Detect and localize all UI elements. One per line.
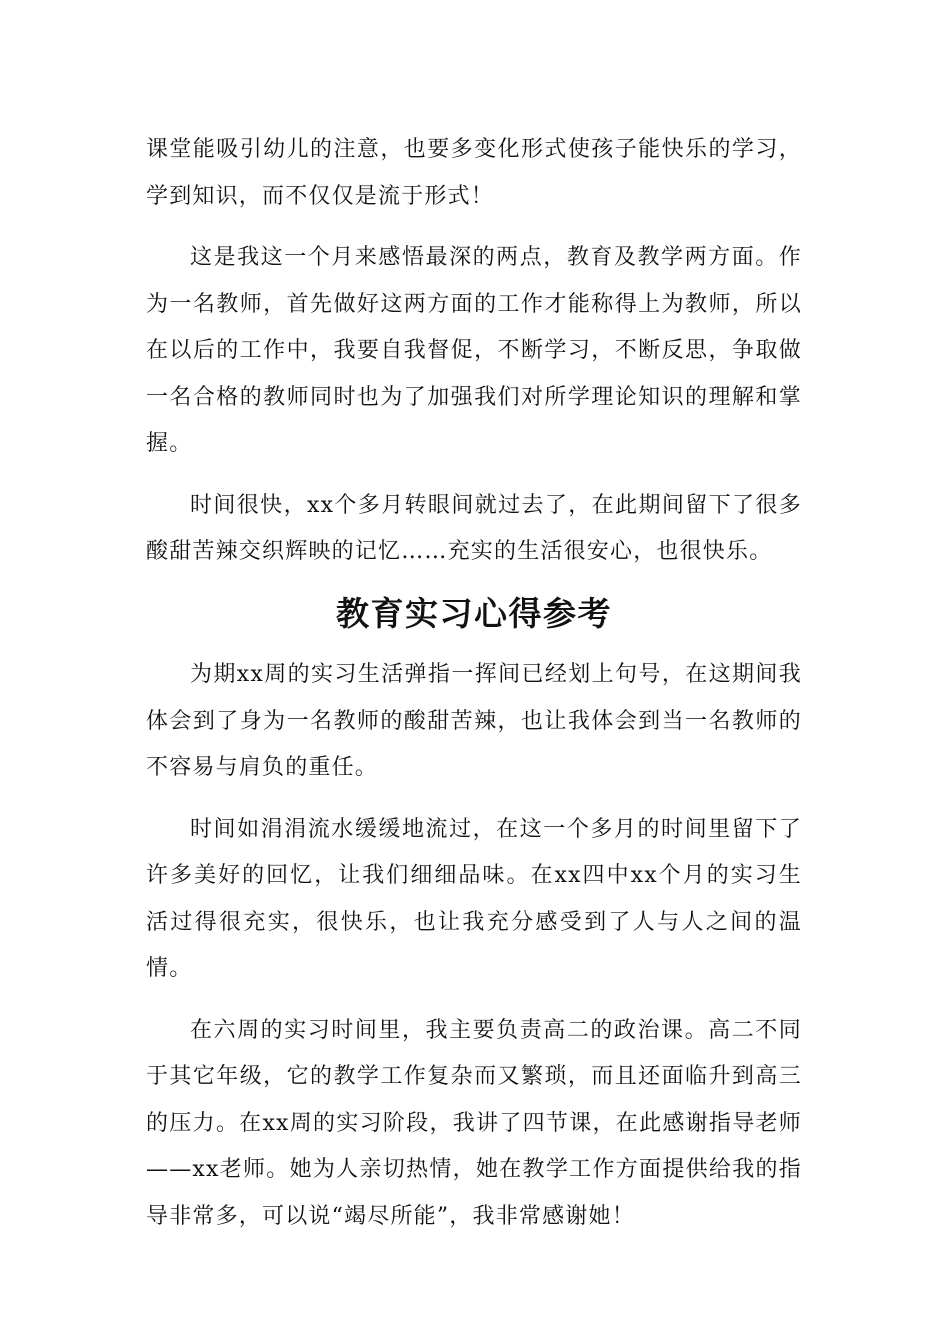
document-body (146, 127, 802, 1255)
section-paragraph-teaching: 在六周的实习时间里，我主要负责高二的政治课。高二不同于其它年级，它的教学工作复杂而又繁琐，而且还面临升到高三的压力。在xx周的实习阶段，我讲了四节课，在此感谢指导老师——xx老师。她为人亲切热情，她在教学工作方面提供给我的指导非常多，可以说“竭尽所能”，我非常感谢她！ (146, 1017, 802, 1229)
section-title: 教育实习心得参考 (336, 593, 612, 633)
paragraph-time: 时间很快，xx个多月转眼间就过去了，在此期间留下了很多酸甜苦辣交织辉映的记忆……充实的生活很安心，也很快乐。 (146, 492, 802, 564)
section-paragraph-intro: 为期xx周的实习生活弹指一挥间已经划上句号，在这期间我体会到了身为一名教师的酸甜苦辣，也让我体会到当一名教师的不容易与肩负的重任。 (146, 662, 802, 780)
section-paragraph-memories: 时间如涓涓流水缓缓地流过，在这一个多月的时间里留下了许多美好的回忆，让我们细细品味。在xx四中xx个月的实习生活过得很充实，很快乐，也让我充分感受到了人与人之间的温情。 (146, 816, 802, 981)
paragraph-reflection: 这是我这一个月来感悟最深的两点，教育及教学两方面。作为一名教师，首先做好这两方面的工作才能称得上为教师，所以在以后的工作中，我要自我督促，不断学习，不断反思，争取做一名合格的教师同时也为了加强我们对所学理论知识的理解和掌握。 (146, 245, 802, 456)
paragraph-continuation: 课堂能吸引幼儿的注意，也要多变化形式使孩子能快乐的学习，学到知识，而不仅仅是流于形式！ (146, 137, 802, 209)
